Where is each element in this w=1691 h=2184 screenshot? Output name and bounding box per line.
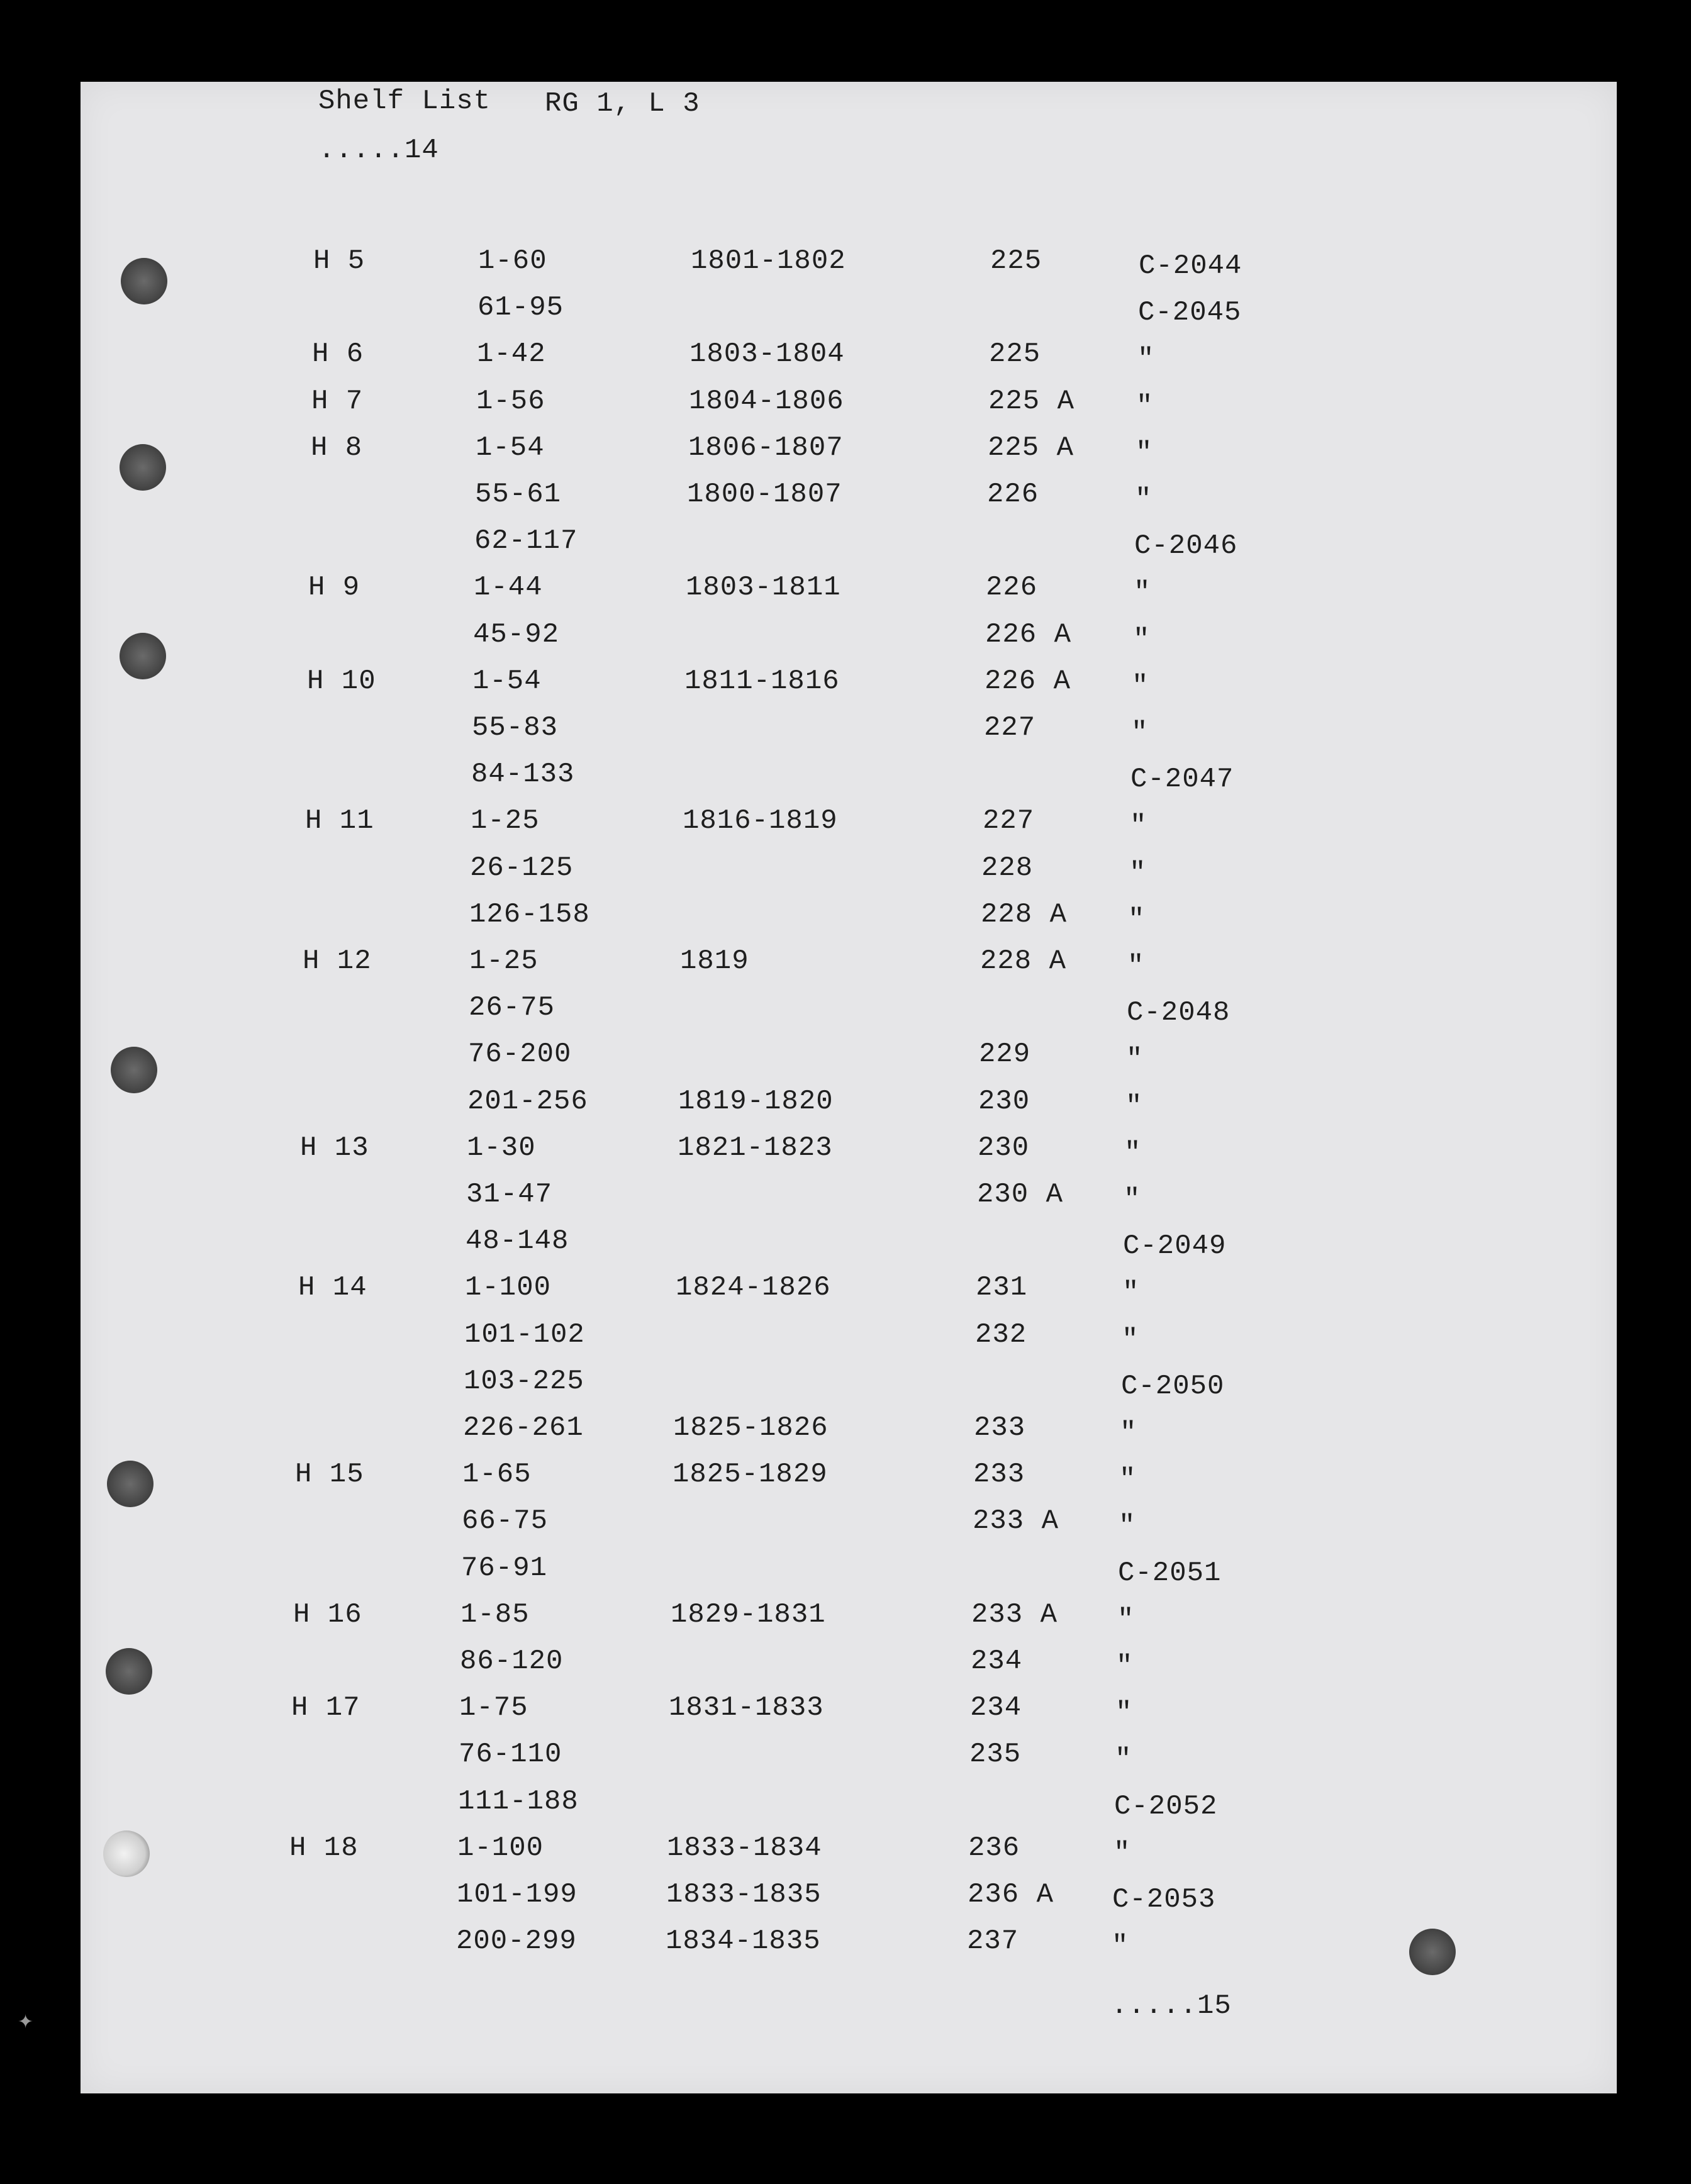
reference-code: "	[1115, 1697, 1133, 1729]
year-range: 1831-1833	[669, 1692, 824, 1724]
item-range: 31-47	[466, 1179, 553, 1210]
punch-hole	[111, 1047, 157, 1093]
reference-code: "	[1124, 1137, 1142, 1169]
item-range: 62-117	[474, 525, 578, 557]
volume-number: 229	[979, 1039, 1031, 1070]
reference-code: "	[1132, 671, 1149, 702]
year-range: 1825-1829	[672, 1459, 828, 1490]
volume-number: 226	[987, 479, 1039, 510]
reference-code: C-2047	[1130, 764, 1234, 795]
reference-code: "	[1124, 1184, 1141, 1215]
volume-number: 234	[970, 1692, 1022, 1724]
h-number: H 8	[311, 432, 363, 464]
reference-code: C-2053	[1112, 1884, 1216, 1915]
year-range: 1833-1835	[666, 1879, 822, 1910]
item-range: 1-56	[476, 386, 545, 417]
year-range: 1811-1816	[684, 666, 840, 697]
reference-code: "	[1122, 1277, 1140, 1308]
volume-number: 225	[989, 338, 1041, 370]
year-range: 1821-1823	[678, 1132, 833, 1164]
reference-code: "	[1122, 1324, 1139, 1356]
h-number: H 5	[313, 245, 366, 277]
volume-number: 233	[974, 1412, 1026, 1444]
h-number: H 6	[312, 338, 364, 370]
item-range: 1-85	[460, 1599, 530, 1630]
reference-code: "	[1129, 857, 1147, 889]
reference-code: "	[1119, 1464, 1137, 1495]
h-number: H 7	[311, 386, 364, 417]
volume-number: 226 A	[985, 619, 1072, 650]
reference-code: C-2049	[1123, 1230, 1227, 1262]
volume-number: 233	[973, 1459, 1025, 1490]
year-range: 1803-1811	[686, 572, 841, 603]
item-range: 1-75	[459, 1692, 528, 1724]
item-range: 45-92	[473, 619, 560, 650]
item-range: 55-61	[475, 479, 562, 510]
volume-number: 233 A	[973, 1505, 1059, 1537]
year-range: 1824-1826	[676, 1272, 831, 1303]
reference-code: "	[1135, 484, 1152, 515]
item-range: 1-54	[476, 432, 545, 464]
item-range: 1-100	[457, 1832, 544, 1864]
volume-number: 233 A	[971, 1599, 1058, 1630]
h-number: H 14	[298, 1272, 367, 1303]
h-number: H 10	[307, 666, 376, 697]
year-range: 1804-1806	[689, 386, 844, 417]
reference-code: "	[1130, 810, 1147, 842]
reference-code: "	[1136, 391, 1154, 422]
volume-number: 225 A	[988, 432, 1074, 464]
volume-number: 226	[986, 572, 1038, 603]
item-range: 61-95	[477, 292, 564, 323]
item-range: 86-120	[460, 1646, 564, 1677]
punch-hole	[107, 1461, 153, 1507]
volume-number: 225 A	[988, 386, 1075, 417]
volume-number: 234	[971, 1646, 1023, 1677]
volume-number: 225	[990, 245, 1042, 277]
volume-number: 230	[978, 1086, 1030, 1117]
punch-hole	[120, 633, 166, 679]
item-range: 101-102	[464, 1319, 585, 1351]
volume-number: 230 A	[977, 1179, 1064, 1210]
reference-code: C-2051	[1118, 1557, 1222, 1589]
punch-hole	[106, 1648, 152, 1695]
year-range: 1833-1834	[667, 1832, 822, 1864]
reference-code: "	[1127, 950, 1145, 982]
item-range: 201-256	[467, 1086, 588, 1117]
reference-code: "	[1116, 1651, 1134, 1682]
reference-code: "	[1115, 1744, 1132, 1775]
reference-code: "	[1120, 1417, 1137, 1449]
header-group: RG 1, L 3	[545, 88, 700, 120]
item-range: 1-25	[469, 945, 539, 977]
item-range: 76-91	[461, 1552, 548, 1584]
reference-code: "	[1125, 1091, 1143, 1122]
item-range: 1-54	[472, 666, 542, 697]
year-range: 1829-1831	[671, 1599, 826, 1630]
item-range: 101-199	[457, 1879, 578, 1910]
h-number: H 16	[293, 1599, 362, 1630]
year-range: 1816-1819	[683, 805, 838, 837]
reference-code: C-2052	[1114, 1791, 1218, 1822]
punch-hole	[1409, 1929, 1456, 1975]
reference-code: "	[1112, 1930, 1129, 1962]
reference-code: "	[1119, 1510, 1136, 1542]
year-range: 1806-1807	[688, 432, 844, 464]
year-range: 1801-1802	[691, 245, 846, 277]
volume-number: 227	[983, 805, 1035, 837]
document-page	[81, 82, 1617, 2093]
item-range: 200-299	[456, 1925, 577, 1957]
reference-code: "	[1136, 437, 1153, 469]
h-number: H 12	[303, 945, 372, 977]
item-range: 226-261	[463, 1412, 584, 1444]
item-range: 1-44	[474, 572, 543, 603]
volume-number: 226 A	[985, 666, 1071, 697]
reference-code: "	[1117, 1604, 1135, 1635]
volume-number: 232	[975, 1319, 1027, 1351]
reference-code: "	[1131, 717, 1149, 749]
header-title: Shelf List	[318, 86, 491, 117]
year-range: 1800-1807	[687, 479, 842, 510]
volume-number: 228 A	[981, 899, 1068, 930]
volume-number: 230	[978, 1132, 1030, 1164]
volume-number: 228 A	[980, 945, 1067, 977]
volume-number: 237	[967, 1925, 1019, 1957]
h-number: H 11	[305, 805, 374, 837]
reference-code: "	[1113, 1837, 1131, 1869]
reference-code: "	[1133, 624, 1151, 655]
reference-code: C-2050	[1121, 1371, 1225, 1402]
year-range: 1834-1835	[666, 1925, 821, 1957]
item-range: 26-75	[469, 992, 555, 1023]
item-range: 66-75	[462, 1505, 549, 1537]
h-number: H 18	[289, 1832, 359, 1864]
item-range: 76-200	[468, 1039, 572, 1070]
continued-page-ref: .....15	[1111, 1990, 1232, 2022]
item-range: 55-83	[472, 712, 559, 744]
item-range: 1-100	[465, 1272, 552, 1303]
h-number: H 9	[308, 572, 360, 603]
item-range: 48-148	[466, 1225, 569, 1257]
reference-code: C-2044	[1139, 250, 1242, 282]
reference-code: "	[1128, 904, 1146, 935]
punch-hole	[120, 444, 166, 491]
volume-number: 236	[968, 1832, 1020, 1864]
reference-code: C-2046	[1134, 530, 1238, 562]
reference-code: "	[1134, 577, 1151, 608]
item-range: 1-30	[467, 1132, 536, 1164]
item-range: 103-225	[464, 1366, 584, 1397]
item-range: 1-25	[471, 805, 540, 837]
header-page-ref: .....14	[318, 135, 439, 166]
h-number: H 15	[295, 1459, 364, 1490]
item-range: 111-188	[458, 1786, 579, 1817]
item-range: 1-65	[462, 1459, 532, 1490]
item-range: 26-125	[470, 852, 574, 884]
year-range: 1803-1804	[689, 338, 845, 370]
volume-number: 228	[981, 852, 1034, 884]
volume-number: 235	[969, 1739, 1022, 1770]
reference-code: "	[1126, 1044, 1144, 1075]
item-range: 84-133	[471, 759, 575, 790]
volume-number: 227	[984, 712, 1036, 744]
reference-code: "	[1137, 343, 1155, 375]
item-range: 76-110	[459, 1739, 562, 1770]
reference-code: C-2048	[1127, 997, 1231, 1028]
punch-hole	[103, 1830, 150, 1877]
year-range: 1819-1820	[678, 1086, 834, 1117]
reference-code: C-2045	[1138, 297, 1242, 328]
item-range: 1-42	[477, 338, 546, 370]
year-range: 1825-1826	[673, 1412, 829, 1444]
item-range: 1-60	[478, 245, 547, 277]
year-range: 1819	[680, 945, 749, 977]
volume-number: 231	[976, 1272, 1028, 1303]
corner-star-mark: ✦	[18, 2011, 34, 2033]
punch-hole	[121, 258, 167, 304]
item-range: 126-158	[469, 899, 590, 930]
h-number: H 17	[291, 1692, 360, 1724]
volume-number: 236 A	[968, 1879, 1054, 1910]
h-number: H 13	[300, 1132, 369, 1164]
